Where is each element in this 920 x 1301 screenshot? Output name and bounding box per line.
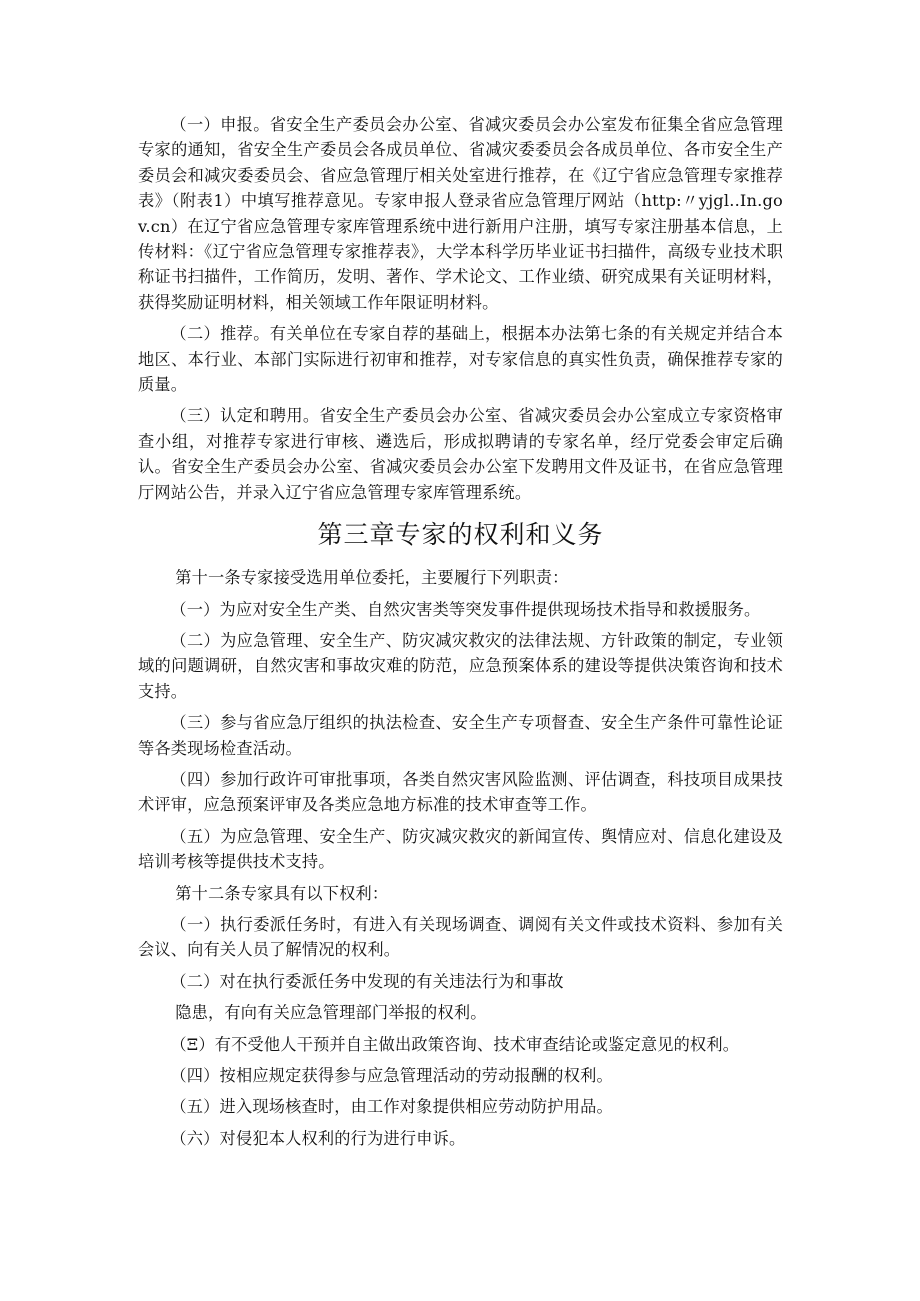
clause-application: （一）申报。省安全生产委员会办公室、省减灾委员会办公室发布征集全省应急管理专家的通知，省安全生产委员会各成员单位、省减灾委委员会各成员单位、各市安全生产委员会和减灾委委员会、省应急管理厅相关处室进行推荐，在《辽宁省应急管理专家推荐表》（附表1）中填写推荐意见。专家申报人登录省应急管理厅网站（http:〃yjgl..In.gov.cn）在辽宁省应急管理专家库管理系统中进行新用户注册，填写专家注册基本信息，上传材料：《辽宁省应急管理专家推荐表》，大学本科学历毕业证书扫描件，高级专业技术职称证书扫描件，工作简历，发明、著作、学术论文、工作业绩、研究成果有关证明材料，获得奖励证明材料，相关领域工作年限证明材料。 [138, 115, 783, 312]
article-11-item-3: （三）参与省应急厅组织的执法检查、安全生产专项督查、安全生产条件可靠性论证等各类现场检查活动。 [138, 713, 783, 758]
article-12-item-1: （一）执行委派任务时，有进入有关现场调查、调阅有关文件或技术资料、参加有关会议、向有关人员了解情况的权利。 [138, 914, 783, 960]
article-12-item-2-line2: 隐患，有向有关应急管理部门举报的权利。 [175, 1003, 487, 1023]
article-11-item-5: （五）为应急管理、安全生产、防灾减灾救灾的新闻宣传、舆情应对、信息化建设及培训考核等提供技术支持。 [138, 826, 783, 872]
chapter-title: 第三章专家的权利和义务 [317, 520, 604, 550]
article-12-item-4: （四）按相应规定获得参与应急管理活动的劳动报酬的权利。 [170, 1066, 613, 1085]
document-page [138, 112, 783, 1157]
article-11-heading: 第十一条专家接受选用单位委托，主要履行下列职责： [175, 568, 569, 588]
article-12-item-6: （六）对侵犯本人权利的行为进行申诉。 [170, 1128, 466, 1148]
article-12-item-3: （Ξ）有不受他人干预并自主做出政策咨询、技术审查结论或鉴定意见的权利。 [170, 1034, 740, 1054]
article-12-item-5: （五）进入现场核查时，由工作对象提供相应劳动防护用品。 [170, 1097, 613, 1117]
article-11-item-2: （二）为应急管理、安全生产、防灾减灾救灾的法律法规、方针政策的制定，专业领域的问题调研，自然灾害和事故灾难的防范，应急预案体系的建设等提供决策咨询和技术支持。 [138, 630, 783, 701]
article-12-item-2-line1: （二）对在执行委派任务中发现的有关违法行为和事故 [170, 971, 564, 991]
article-11-item-4: （四）参加行政许可审批事项，各类自然灾害风险监测、评估调查，科技项目成果技术评审，应急预案评审及各类应急地方标准的技术审查等工作。 [138, 769, 783, 815]
clause-recommendation: （二）推荐。有关单位在专家自荐的基础上，根据本办法第七条的有关规定并结合本地区、本行业、本部门实际进行初审和推荐，对专家信息的真实性负责，确保推荐专家的质量。 [138, 324, 783, 395]
article-11-item-1: （一）为应对安全生产类、自然灾害类等突发事件提供现场技术指导和救援服务。 [170, 599, 761, 619]
clause-appointment: （三）认定和聘用。省安全生产委员会办公室、省减灾委员会办公室成立专家资格审查小组，对推荐专家进行审核、遴选后，形成拟聘请的专家名单，经厅党委会审定后确认。省安全生产委员会办公室、省减灾委员会办公室下发聘用文件及证书，在省应急管理厅网站公告，并录入辽宁省应急管理专家库管理系统。 [138, 406, 783, 502]
article-12-heading: 第十二条专家具有以下权利： [175, 883, 389, 903]
